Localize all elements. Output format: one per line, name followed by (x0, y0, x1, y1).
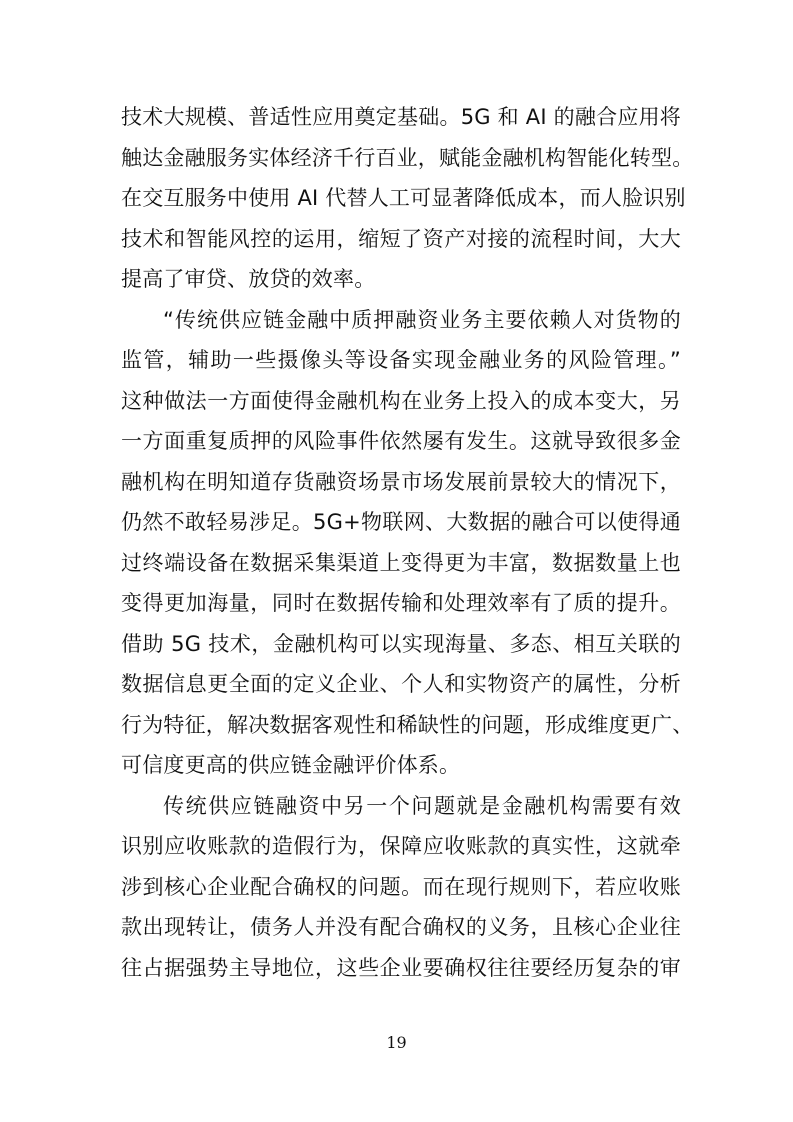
text-line: 技术和智能风控的运用，缩短了资产对接的流程时间，大大 (121, 226, 681, 251)
text-line: 过终端设备在数据采集渠道上变得更为丰富，数据数量上也 (121, 550, 681, 575)
text-line: 提高了审贷、放贷的效率。 (121, 267, 376, 291)
text-line: 一方面重复质押的风险事件依然屡有发生。这就导致很多金 (121, 429, 681, 453)
text-line: 借助 5G 技术，金融机构可以实现海量、多态、相互关联的 (121, 631, 681, 656)
text-line: 变得更加海量，同时在数据传输和处理效率有了质的提升。 (121, 591, 681, 615)
text-line: 触达金融服务实体经济千行百业，赋能金融机构智能化转型。 (121, 145, 694, 170)
text-line: 款出现转让，债务人并没有配合确权的义务，且核心企业往 (121, 915, 681, 939)
text-line: 数据信息更全面的定义企业、个人和实物资产的属性，分析 (121, 672, 681, 696)
text-line: 技术大规模、普适性应用奠定基础。5G 和 AI 的融合应用将 (121, 105, 681, 129)
text-line: “传统供应链金融中质押融资业务主要依赖人对货物的 (163, 307, 681, 332)
text-line: 识别应收账款的造假行为，保障应收账款的真实性，这就牵 (121, 834, 681, 858)
text-line: 可信度更高的供应链金融评价体系。 (121, 753, 461, 777)
text-line: 融机构在明知道存货融资场景市场发展前景较大的情况下， (121, 469, 681, 494)
text-line: 往占据强势主导地位，这些企业要确权往往要经历复杂的审 (121, 955, 681, 980)
text-line: 在交互服务中使用 AI 代替人工可显著降低成本，而人脸识别 (121, 186, 686, 210)
page-number: 19 (386, 1033, 407, 1052)
text-line: 监管，辅助一些摄像头等设备实现金融业务的风险管理。” (121, 348, 681, 372)
text-line: 行为特征，解决数据客观性和稀缺性的问题，形成维度更广、 (121, 712, 694, 737)
text-line: 传统供应链融资中另一个问题就是金融机构需要有效 (163, 793, 681, 818)
text-line: 涉到核心企业配合确权的问题。而在现行规则下，若应收账 (121, 874, 681, 899)
body-text (121, 97, 694, 988)
text-line: 仍然不敢轻易涉足。5G+物联网、大数据的融合可以使得通 (121, 510, 681, 534)
text-line: 这种做法一方面使得金融机构在业务上投入的成本变大，另 (121, 388, 681, 413)
